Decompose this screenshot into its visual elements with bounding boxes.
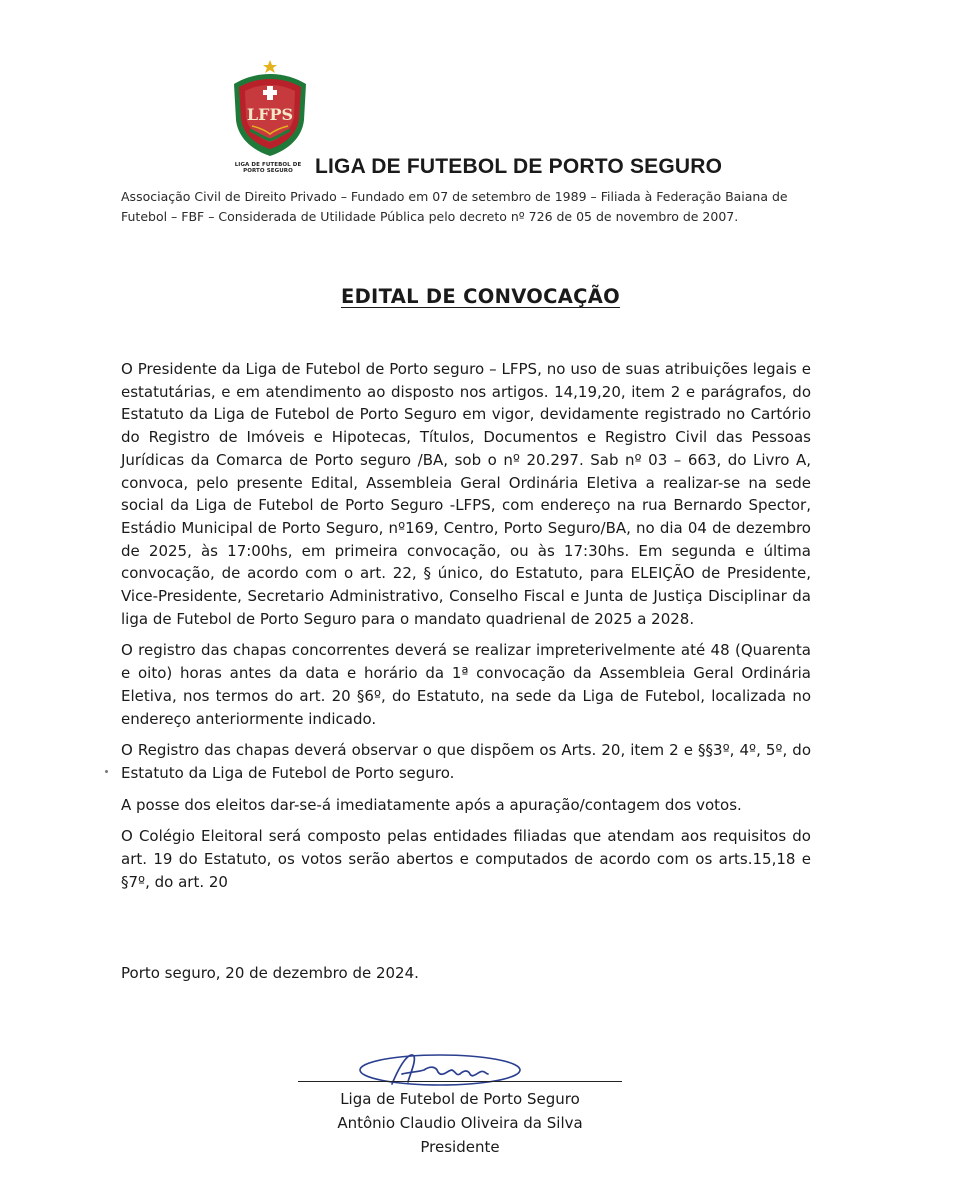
paragraph-electoral-college: O Colégio Eleitoral será composto pelas entidades filiadas que atendam aos requisitos do art. 19 do Estatuto, os votos serão abertos e computados de acordo com os arts.15,18 e §7º, do art. 20 [121, 827, 811, 891]
paragraph-registration: O registro das chapas concorrentes deverá se realizar impreterivelmente até 48 (Quarenta e oito) horas antes da data e horário da 1ª convocação da Assembleia Geral Ordinária Eletiva, nos termos do art. 20 §6º, do Estatuto, na sede da Liga de Futebol, localizada no endereço anteriormente indicado. [121, 641, 811, 728]
signature-block [298, 1087, 622, 1159]
logo-caption: LIGA DE FUTEBOL DE PORTO SEGURO [234, 162, 302, 174]
paragraph-convocation: O Presidente da Liga de Futebol de Porto seguro – LFPS, no uso de suas atribuições legais e estatutárias, e em atendimento ao disposto nos artigos. 14,19,20, item 2 e parágrafos, do Estatuto da Liga de Futebol de Porto Seguro em vigor, devidamente registrado no Cartório do Registro de Imóveis e Hipotecas, Títulos, Documentos e Registro Civil das Pessoas Jurídicas da Comarca de Porto seguro /BA, sob o nº 20.297. Sab nº 03 – 663, do Livro A, convoca, pelo presente Edital, Assembleia Geral Ordinária Eletiva a realizar-se na sede social da Liga de Futebol de Porto Seguro -LFPS, com endereço na rua Bernardo Spector, Estádio Municipal de Porto Seguro, nº169, Centro, Porto Seguro/BA, no dia 04 de dezembro de 2025, às 17:00hs, em primeira convocação, ou às 17:30hs. Em segunda e última convocação, de acordo com o art. 22, § único, do Estatuto, para ELEIÇÃO de Presidente, Vice-Presidente, Secretario Administrativo, Conselho Fiscal e Junta de Justiça Disciplinar da liga de Futebol de Porto Seguro para o mandato quadrienal de 2025 a 2028. [121, 360, 811, 628]
paragraph-inauguration: A posse dos eleitos dar-se-á imediatamente após a apuração/contagem dos votos. [121, 795, 742, 814]
document-body [121, 358, 811, 902]
document-title-text: EDITAL DE CONVOCAÇÃO [340, 285, 621, 308]
signature-role: Presidente [420, 1138, 500, 1156]
organization-description: Associação Civil de Direito Privado – Fundado em 07 de setembro de 1989 – Filiada à Federação Baiana de Futebol – FBF – Considerada de Utilidade Pública pelo decreto nº 726 de 05 de novembro de 2007. [121, 189, 788, 224]
organization-title: LIGA DE FUTEBOL DE PORTO SEGURO [315, 155, 723, 178]
document-title [0, 285, 961, 308]
shield-crest-icon [222, 58, 318, 166]
logo-monogram: LFPS [246, 105, 294, 124]
signature-organization: Liga de Futebol de Porto Seguro [340, 1090, 580, 1108]
league-logo [222, 58, 318, 176]
handwritten-signature [352, 1040, 522, 1092]
signature-name: Antônio Claudio Oliveira da Silva [337, 1114, 583, 1132]
paragraph-registration-rules: O Registro das chapas deverá observar o que dispõem os Arts. 20, item 2 e §§3º, 4º, 5º, do Estatuto da Liga de Futebol de Porto seguro. [121, 741, 811, 782]
scan-speck [105, 770, 108, 773]
place-and-date: Porto seguro, 20 de dezembro de 2024. [121, 964, 419, 982]
signature-line [298, 1081, 622, 1082]
